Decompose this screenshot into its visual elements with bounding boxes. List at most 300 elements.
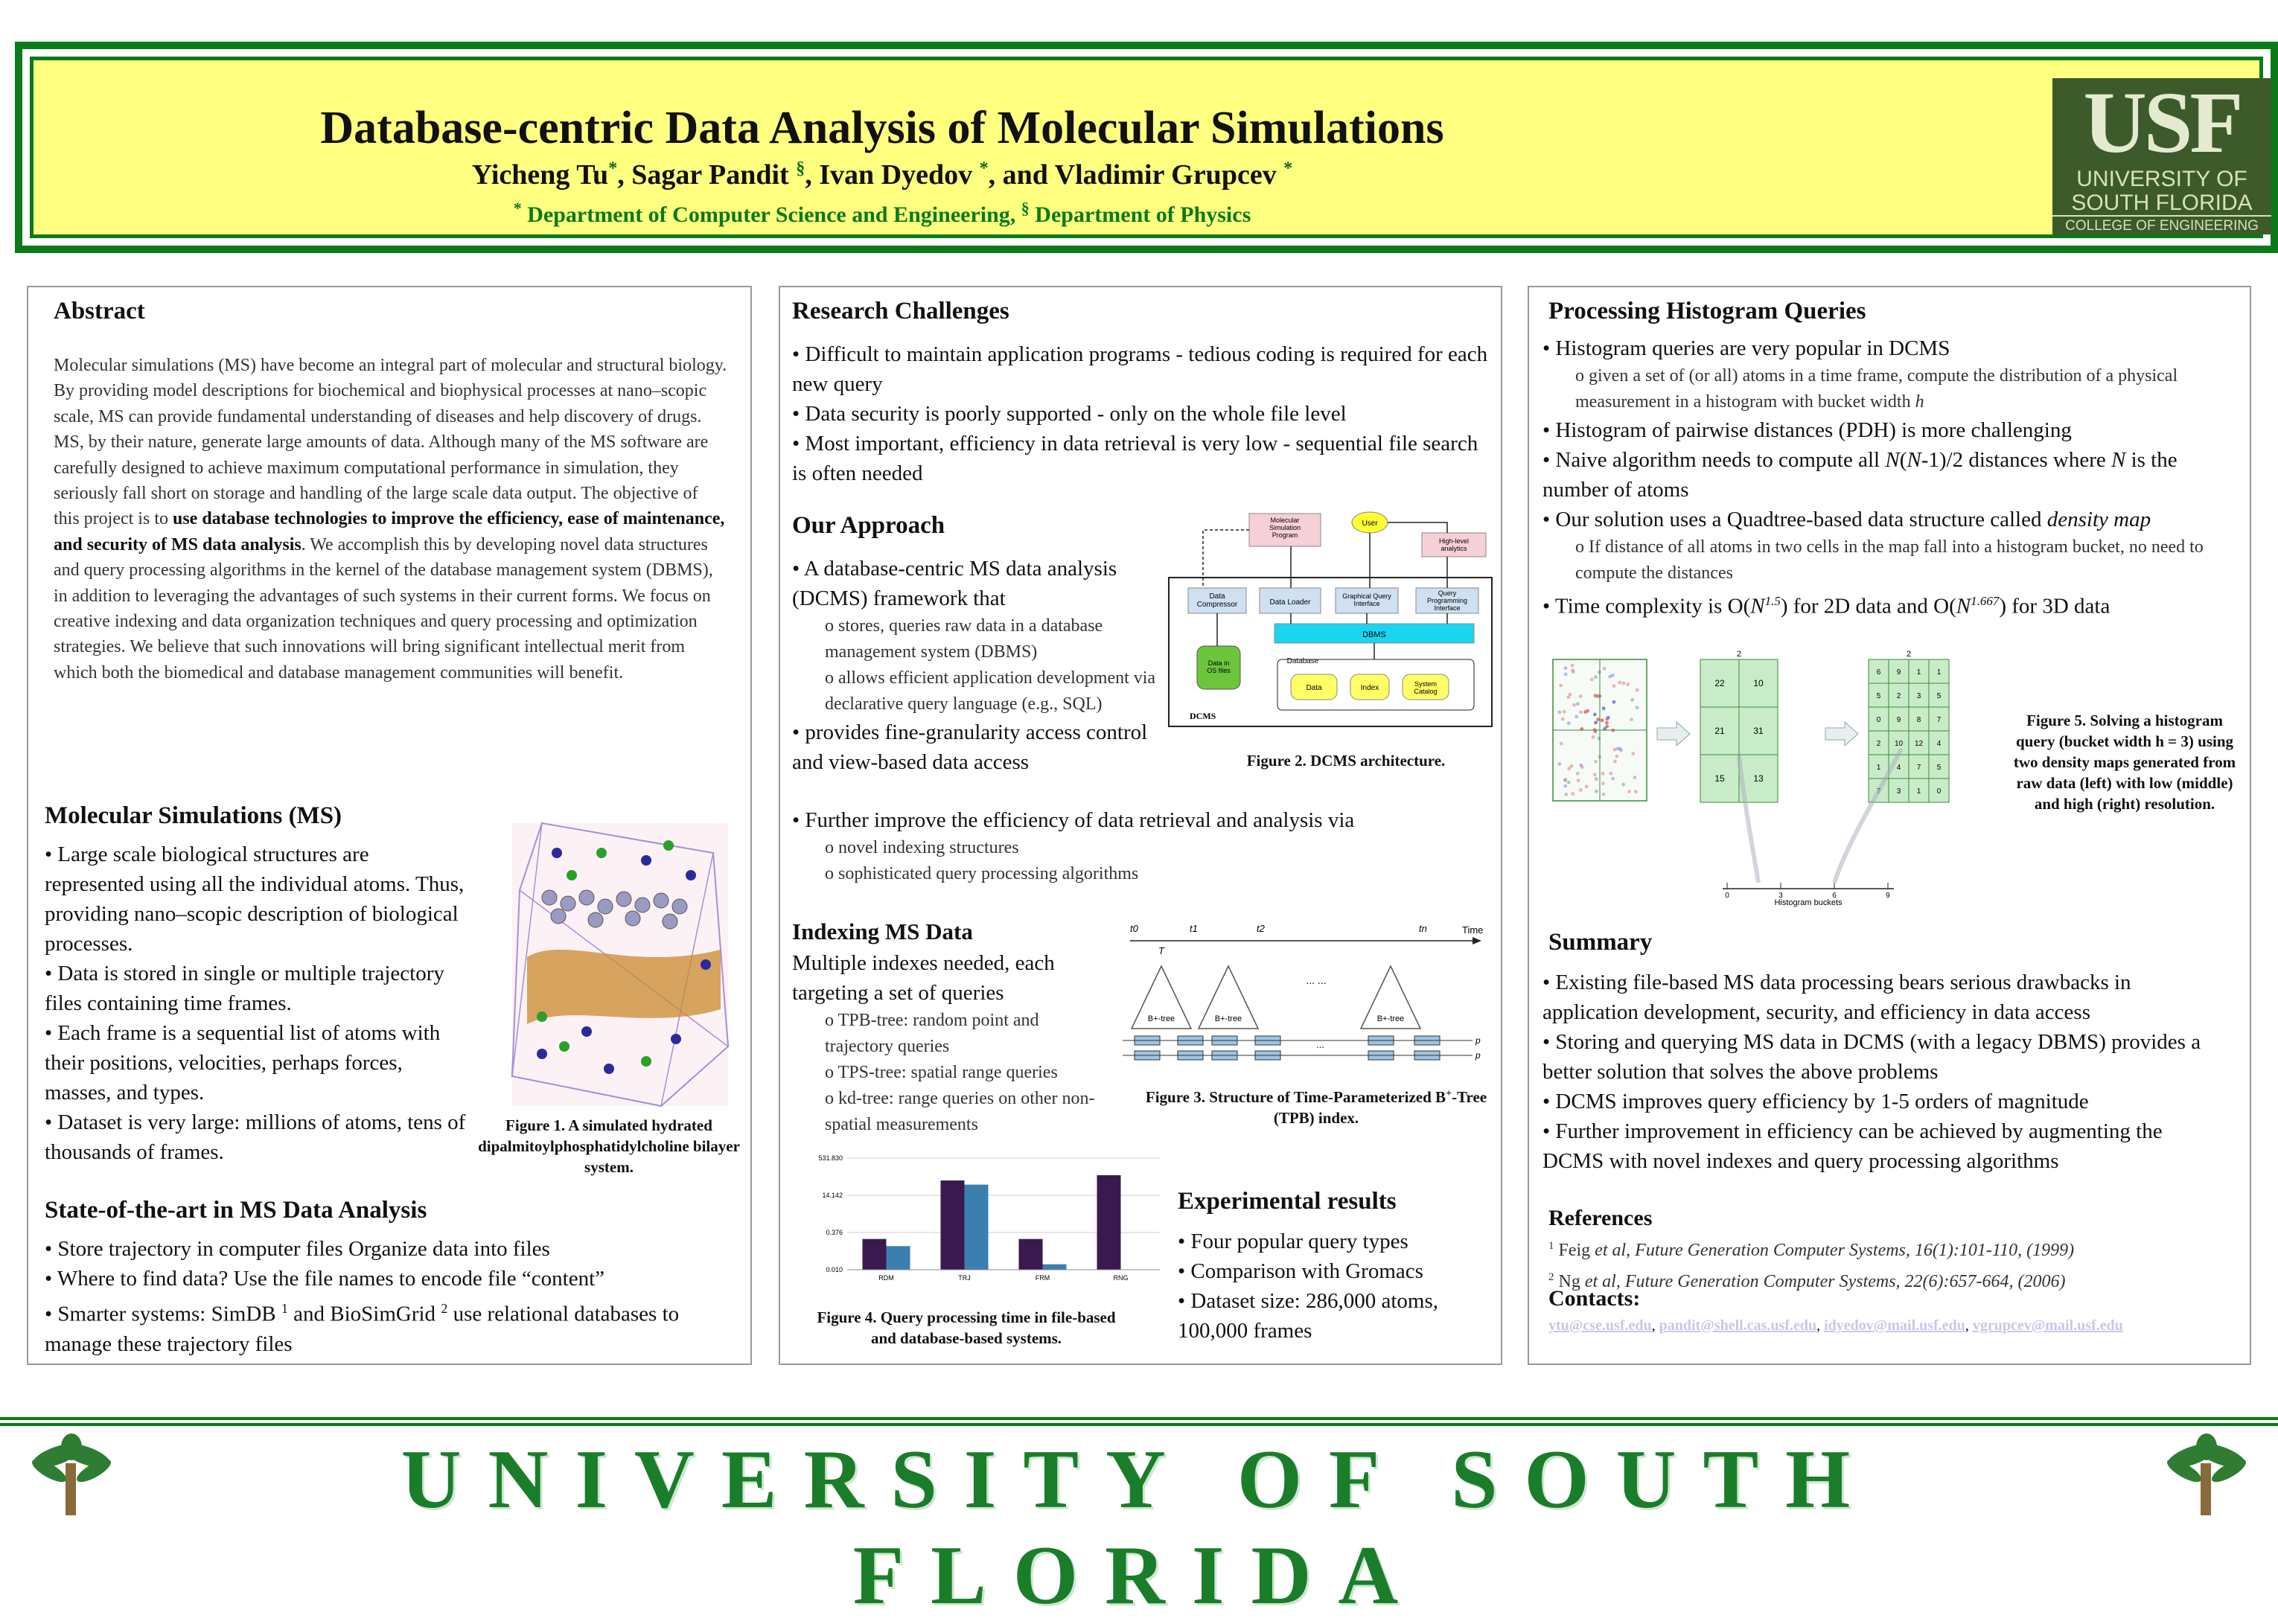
data-point [1567, 721, 1571, 725]
y-tick-label: 0.376 [826, 1229, 843, 1237]
footer-university-name: UNIVERSITY OF SOUTH FLORIDA [401, 1433, 1877, 1622]
data-point [1561, 717, 1565, 721]
figure5-caption: Figure 5. Solving a histogram query (bucket width h = 3) using two density maps generated from raw data (left) with low (middle) and high (right) resolution. [2013, 712, 2236, 813]
density-count: 1 [1936, 668, 1942, 677]
contact-emails [1548, 1317, 2241, 1334]
bar [941, 1180, 965, 1270]
logo-college: COLLEGE OF ENGINEERING [2052, 215, 2271, 234]
data-point [1572, 703, 1576, 707]
contacts-heading: Contacts: [1548, 1286, 1641, 1311]
ref-mark: 2 [441, 1301, 448, 1316]
summary-heading: Summary [1548, 929, 1653, 956]
histogram-bullets [1542, 333, 2242, 621]
data-point [1576, 702, 1580, 706]
caption-sup: + [1446, 1088, 1452, 1099]
data-point [1596, 717, 1600, 721]
sub-bullet-italic: h [1915, 392, 1924, 412]
poster-title: Database-centric Data Analysis of Molecular Simulations [320, 103, 1444, 153]
data-point [1558, 762, 1562, 766]
bullet-part: -1)/2 distances where [1921, 448, 2111, 472]
data-point [1618, 681, 1621, 685]
bullet: • Histogram queries are very popular in DCMS [1542, 336, 1950, 360]
hla-label: High-level analytics [1438, 537, 1470, 552]
histogram-axis-label: Histogram buckets [1774, 898, 1842, 907]
bullet: • Difficult to maintain application programs - tedious coding is required for each new query [792, 342, 1488, 396]
reference-2 [1548, 1264, 2233, 1295]
bullet: • Dataset is very large: millions of atoms, tens of thousands of frames. [45, 1110, 466, 1164]
bar [1097, 1175, 1121, 1270]
bullet: • Store trajectory in computer files Organize data into files [45, 1237, 550, 1261]
sub-bullet: o allows efficient application development via declarative query language (e.g., SQL) [825, 668, 1156, 714]
btree-label: B+-tree [1214, 1014, 1242, 1023]
author-4: , and Vladimir Grupcev [988, 159, 1284, 191]
bar [887, 1246, 910, 1270]
sub-bullet: o TPS-tree: spatial range queries [825, 1063, 1058, 1082]
bullet: • provides fine-granularity access control and view-based data access [792, 720, 1148, 774]
header-inner [30, 57, 2263, 238]
data-point [1595, 790, 1598, 793]
sub-bullet: o If distance of all atoms in two cells in the map fall into a histogram bucket, no need to compute the distances [1575, 537, 2204, 583]
bar [863, 1239, 887, 1270]
bullet: • Large scale biological structures are represented using all the individual atoms. Thus, providing nano–scopic description of biological processes. [45, 843, 465, 956]
exponent: 1.5 [1764, 594, 1781, 608]
density-count: 7 [1936, 716, 1942, 724]
data-point [1602, 793, 1606, 796]
density-count: 10 [1753, 678, 1764, 688]
ref-number: 2 [1548, 1271, 1554, 1283]
separator: , [1816, 1317, 1825, 1334]
data-point [1593, 773, 1597, 776]
dept-physics: Department of Physics [1029, 202, 1251, 227]
indexing-intro: Multiple indexes needed, each targeting a set of queries [792, 951, 1055, 1005]
bullet-italic: N [1956, 594, 1971, 618]
density-count: 22 [1714, 678, 1725, 688]
axis-tick-label: 6 [1832, 892, 1837, 900]
email-link-pandit[interactable]: pandit@shell.cas.usf.edu [1659, 1317, 1817, 1334]
data-point [1560, 742, 1563, 746]
data-label: Data [1306, 684, 1322, 692]
density-count: 13 [1753, 773, 1764, 784]
msp-label: Molecular Simulation Program [1269, 517, 1301, 539]
data-point [1579, 764, 1583, 767]
bullet-italic: N [1907, 448, 1921, 472]
chart-bars [863, 1175, 1121, 1270]
bullet-part: ) for 3D data [1999, 594, 2110, 618]
t1-label: t1 [1190, 923, 1198, 934]
bullet: • DCMS improves query efficiency by 1-5 orders of magnitude [1542, 1090, 2089, 1113]
bullet: • Storing and querying MS data in DCMS (with a legacy DBMS) provides a better solution that solves the above problems [1542, 1030, 2201, 1084]
approach-heading: Our Approach [792, 512, 945, 539]
density-count: 1 [1916, 668, 1921, 677]
density-count: 3 [1896, 787, 1901, 796]
bar [1019, 1239, 1043, 1270]
data-point [1559, 684, 1563, 688]
data-point [1594, 675, 1598, 679]
data-point [1634, 790, 1638, 793]
y-tick-label: 531.830 [818, 1154, 843, 1162]
t2-label: t2 [1257, 923, 1265, 934]
data-point [1611, 777, 1615, 781]
bullet [45, 1294, 737, 1359]
reference-list [1548, 1233, 2233, 1295]
density-count: 1 [1916, 787, 1921, 796]
density-count: 6 [1876, 668, 1881, 677]
density-count: 0 [1876, 716, 1881, 724]
sub-bullet-part: o given a set of (or all) atoms in a time frame, compute the distribution of a physical measurement in a histogram with bucket width [1575, 366, 2178, 412]
data-point [1609, 772, 1612, 776]
dim-label: 2 [1906, 650, 1912, 659]
bullet: • A database-centric MS data analysis (DCMS) framework that [792, 557, 1117, 610]
qpi-label: Query Programming Interface [1426, 589, 1468, 612]
data-point [1585, 784, 1589, 788]
loader-label: Data Loader [1269, 598, 1311, 607]
challenges-bullets [792, 339, 1492, 488]
ref-number: 1 [1548, 1240, 1554, 1252]
density-count: 7 [1916, 764, 1921, 772]
separator: , [1651, 1317, 1659, 1334]
data-point [1630, 698, 1634, 702]
references-heading: References [1548, 1206, 1653, 1230]
btree-label: B+-tree [1376, 1014, 1405, 1023]
data-point [1601, 781, 1605, 785]
data-point [1594, 760, 1598, 764]
sub-bullet: o sophisticated query processing algorithms [825, 864, 1139, 883]
figure1-caption: Figure 1. A simulated hydrated dipalmitoylphosphatidylcholine bilayer system. [478, 1116, 740, 1176]
time-axis-arrow [1473, 937, 1481, 944]
data-point [1579, 710, 1583, 714]
author-2: , Sagar Pandit [617, 159, 797, 191]
bullet-italic: density map [2046, 508, 2151, 531]
bullet-part: • Naive algorithm needs to compute all [1542, 448, 1886, 472]
affil-mark: * [979, 159, 989, 179]
period-label: T [1158, 945, 1164, 956]
data-point [1615, 755, 1618, 758]
density-count: 9 [1896, 668, 1901, 677]
data-point [1564, 673, 1568, 677]
index-label: Index [1360, 684, 1379, 692]
sub-bullet: o TPB-tree: random point and trajectory queries [825, 1011, 1039, 1056]
figure2-caption: Figure 2. DCMS architecture. [1246, 752, 1446, 770]
density-count: 4 [1896, 764, 1901, 772]
data-point [1615, 747, 1619, 750]
header-banner [15, 42, 2278, 253]
data-point [1577, 779, 1580, 782]
data-point [1601, 772, 1605, 776]
x-tick-label: FRM [1035, 1274, 1050, 1282]
data-point [1567, 781, 1571, 784]
bullet [1542, 445, 2242, 505]
chart-x-ticks [847, 1270, 1160, 1282]
data-point [1571, 792, 1574, 796]
data-point [1557, 711, 1561, 715]
ms-heading: Molecular Simulations (MS) [45, 802, 342, 829]
dcms-label: DCMS [1190, 711, 1216, 721]
low-res-density-map [1700, 659, 1778, 802]
indexing-heading: Indexing MS Data [792, 918, 973, 944]
indexing-text [792, 948, 1105, 1138]
x-tick-label: RNG [1113, 1274, 1129, 1282]
data-point [1563, 779, 1567, 782]
affil-mark: § [1021, 199, 1030, 217]
data-point [1607, 716, 1610, 720]
affil-mark: * [608, 159, 618, 179]
experiments-bullets [1178, 1227, 1490, 1346]
x-tick-label: RDM [878, 1274, 894, 1282]
density-count: 15 [1714, 773, 1725, 784]
summary-bullets [1542, 968, 2227, 1176]
abstract-part: Molecular simulations (MS) have become an integral part of molecular and structural biology. By providing model descriptions for biochemical and biophysical processes at nano–scopic scale, MS can provide fundamental understanding of diseases and help discovery of drugs. MS, by their nature, generate large amounts of data. Although many of the MS software are carefully designed to achieve maximum computational performance in simulation, they seriously fall short on storage and handling of the large scale data output. The objective of this project is to [54, 356, 727, 529]
density-count: 8 [1916, 716, 1921, 724]
leaf-blocks [1135, 1036, 1440, 1060]
bullet-italic: N [1750, 594, 1765, 618]
catalog-label: System Catalog [1414, 680, 1438, 695]
data-point [1579, 788, 1583, 792]
dim-label: 2 [1736, 650, 1742, 659]
email-link-dyedov[interactable]: idyedov@mail.usf.edu [1824, 1317, 1965, 1334]
data-point [1579, 694, 1583, 698]
data-point [1576, 772, 1580, 776]
logo-text: UNIVERSITY OF [2076, 167, 2247, 191]
sub-bullet: o novel indexing structures [825, 838, 1019, 857]
bullet: • Histogram of pairwise distances (PDH) is more challenging [1542, 418, 2072, 442]
affiliations [34, 199, 1731, 228]
data-point [1598, 737, 1601, 741]
bullet-part: use relational databases to manage these trajectory files [45, 1302, 680, 1356]
ellipsis: ... ... [1306, 974, 1327, 986]
database-label: Database [1286, 657, 1319, 665]
data-point [1605, 725, 1609, 729]
tn-label: tn [1419, 923, 1427, 934]
figure4-caption: Figure 4. Query processing time in file-based and database-based systems. [817, 1308, 1116, 1347]
abstract-part: . We accomplish this by developing novel data structures and query processing algorithms in the kernel of the database management system (DBMS), in addition to leveraging the advantages of such systems in their current forms. We focus on creative indexing and data organization techniques and query processing and optimization strategies. We believe that such innovations will bring significant intellectual merit from which both the biomedical and database management communities will benefit. [54, 534, 713, 682]
footer-rule [0, 1417, 2278, 1426]
data-point [1598, 671, 1601, 674]
axis-tick-label: 3 [1778, 892, 1783, 900]
bar [965, 1185, 989, 1270]
sub-bullet: o stores, queries raw data in a database management system (DBMS) [825, 616, 1103, 662]
data-point [1608, 675, 1612, 679]
time-label: Time [1462, 924, 1484, 936]
histogram-axis-ticks [1725, 883, 1890, 900]
arrow-icon [1657, 722, 1690, 746]
ref-author: Feig [1554, 1241, 1595, 1260]
data-point [1564, 666, 1568, 670]
abstract-heading: Abstract [54, 298, 145, 325]
approach-bullets-2 [792, 805, 1492, 887]
sub-bullet: o kd-tree: range queries on other non-spatial measurements [825, 1089, 1095, 1134]
btree-label: B+-tree [1147, 1014, 1175, 1023]
density-count: 2 [1876, 740, 1881, 748]
abstract-text [54, 353, 728, 685]
bullet: • Most important, efficiency in data retrieval is very low - sequential file search is often needed [792, 432, 1478, 485]
right-panel [1528, 286, 2251, 1365]
data-point [1612, 700, 1616, 704]
abstract-bold: use database technologies to improve the efficiency, ease of maintenance, and security of MS data analysis [54, 509, 725, 554]
data-point [1590, 678, 1594, 682]
palm-tree-icon [2162, 1433, 2251, 1515]
sub-bullet [1542, 363, 2242, 415]
data-point [1574, 715, 1578, 718]
bullet-italic: N [1885, 448, 1900, 472]
bullet-part: and BioSimGrid [287, 1302, 441, 1326]
bullet-italic: N [2110, 448, 2126, 472]
ref-citation: et al, Future Generation Computer Systems, 22(6):657-664, (2006) [1584, 1272, 2066, 1291]
figure1-molecule-image [497, 808, 743, 1121]
tpb-tree-diagram [1123, 924, 1495, 1066]
data-point [1627, 790, 1631, 793]
logo-letters: USF [2083, 74, 2241, 171]
data-point [1626, 682, 1630, 686]
arrow-icon [1825, 722, 1858, 746]
data-point [1602, 706, 1606, 710]
bullet: • Further improve the efficiency of data retrieval and analysis via [792, 808, 1355, 832]
x-tick-label: TRJ [958, 1274, 971, 1282]
author-3: , Ivan Dyedov [805, 159, 980, 191]
affil-mark: * [1283, 159, 1293, 179]
t0-label: t0 [1130, 923, 1138, 934]
p-label: p [1475, 1050, 1481, 1061]
density-count: 21 [1714, 726, 1725, 736]
middle-panel [779, 286, 1502, 1365]
data-point [1594, 720, 1598, 724]
sota-heading: State-of-the-art in MS Data Analysis [45, 1197, 427, 1224]
palm-tree-icon [27, 1433, 116, 1515]
affil-mark: § [796, 159, 805, 179]
data-point [1633, 776, 1637, 779]
data-point [1612, 684, 1616, 688]
email-link-grupcev[interactable]: vgrupcev@mail.usf.edu [1972, 1317, 2123, 1334]
y-tick-label: 0.010 [826, 1266, 843, 1273]
data-point [1567, 767, 1571, 770]
dept-cs: Department of Computer Science and Engineering, [521, 202, 1021, 227]
density-count: 9 [1896, 716, 1901, 724]
data-point [1569, 693, 1572, 697]
data-point [1563, 784, 1567, 788]
logo-text: SOUTH FLORIDA [2071, 191, 2253, 215]
density-count: 5 [1936, 692, 1942, 700]
data-point [1630, 717, 1633, 721]
query-time-bar-chart [803, 1151, 1175, 1299]
bullet-part: is the number of atoms [1542, 448, 2178, 502]
data-point [1592, 735, 1595, 739]
usf-logo [2052, 74, 2271, 234]
author-1: Yicheng Tu [471, 159, 609, 191]
challenges-heading: Research Challenges [792, 298, 1009, 325]
affil-mark: * [513, 199, 522, 217]
high-res-density-map [1869, 659, 1949, 802]
caption-part: -Tree (TPB) index. [1273, 1088, 1487, 1127]
data-point [1603, 667, 1607, 671]
ref-mark: 1 [281, 1301, 288, 1316]
data-point [1571, 668, 1574, 672]
bullet-part: ) for 2D data and O( [1780, 594, 1956, 618]
bullet: • Data security is poorly supported - only on the whole file level [792, 402, 1347, 426]
bullet: • Data is stored in single or multiple trajectory files containing time frames. [45, 962, 444, 1015]
density-count: 1 [1876, 764, 1881, 772]
data-point [1583, 710, 1587, 714]
ref-author: Ng [1554, 1272, 1585, 1291]
axis-tick-label: 9 [1886, 892, 1890, 900]
data-point [1631, 752, 1635, 755]
left-panel [27, 286, 752, 1365]
bullet [1542, 586, 2242, 621]
density-count: 5 [1876, 692, 1881, 700]
logo-line1 [2052, 167, 2271, 215]
ref-citation: et al, Future Generation Computer Systems, 16(1):101-110, (1999) [1595, 1241, 2075, 1260]
density-count: 0 [1936, 787, 1942, 796]
density-count: 7 [1876, 787, 1881, 796]
figure3-caption [1138, 1084, 1495, 1128]
exponent: 1.667 [1971, 594, 2000, 608]
sota-bullets [45, 1234, 737, 1359]
density-count: 2 [1896, 692, 1901, 700]
bullet: • Each frame is a sequential list of atoms with their positions, velocities, perhaps forces, masses, and types. [45, 1021, 441, 1104]
gqi-label: Graphical Query Interface [1342, 592, 1391, 607]
density-count: 4 [1936, 740, 1942, 748]
data-point [1636, 688, 1639, 692]
caption-part: Figure 3. Structure of Time-Parameterized B [1145, 1088, 1446, 1106]
density-count: 10 [1894, 740, 1904, 748]
bar [1043, 1265, 1067, 1270]
axis-tick-label: 0 [1725, 892, 1729, 900]
bullet: • Existing file-based MS data processing bears serious drawbacks in application development, security, and efficiency in data access [1542, 971, 2131, 1024]
bullet: • Where to find data? Use the file names to encode file “content” [45, 1267, 605, 1291]
y-tick-label: 14.142 [822, 1192, 843, 1200]
bullet: • Four popular query types [1178, 1230, 1408, 1253]
data-point [1601, 718, 1604, 722]
data-point [1595, 694, 1599, 698]
author-list [34, 159, 1731, 191]
density-count: 31 [1753, 726, 1764, 736]
bullet-part: • Our solution uses a Quadtree-based data structure called [1542, 508, 2047, 531]
dcms-architecture-diagram [1167, 511, 1495, 734]
data-point [1636, 706, 1639, 709]
mapping-arrow [1834, 749, 1901, 883]
density-count: 3 [1916, 692, 1921, 700]
bullet-part: • Time complexity is O( [1542, 594, 1751, 618]
osfiles-label: Data in OS files [1207, 659, 1231, 674]
bullet: • Comparison with Gromacs [1178, 1259, 1423, 1283]
bullet: • Further improvement in efficiency can be achieved by augmenting the DCMS with novel indexes and query processing algorithms [1542, 1119, 2163, 1173]
density-count: 12 [1914, 740, 1924, 748]
p-label: p [1475, 1035, 1481, 1046]
dbms-label: DBMS [1362, 630, 1386, 639]
data-point [1571, 664, 1574, 668]
bullet-part: ( [1899, 448, 1907, 472]
bullet: • Dataset size: 286,000 atoms, 100,000 frames [1178, 1289, 1439, 1343]
ellipsis: ... [1316, 1039, 1324, 1050]
reference-1 [1548, 1233, 2233, 1264]
data-point [1593, 713, 1597, 717]
histogram-heading: Processing Histogram Queries [1548, 298, 1866, 325]
data-point [1605, 721, 1609, 725]
density-map-figure [1551, 645, 2013, 905]
bullet [1542, 505, 2242, 534]
experiments-heading: Experimental results [1178, 1188, 1397, 1215]
density-count: 5 [1936, 764, 1942, 772]
data-point [1622, 682, 1626, 685]
email-link-tu[interactable]: ytu@cse.usf.edu [1548, 1317, 1652, 1334]
chart-y-ticks [818, 1154, 843, 1273]
data-point [1595, 777, 1598, 781]
user-label: User [1362, 520, 1378, 528]
data-point [1563, 710, 1566, 714]
data-point [1613, 760, 1617, 764]
data-point [1564, 793, 1568, 796]
bullet-part: • Smarter systems: SimDB [45, 1302, 281, 1326]
approach-bullets [792, 554, 1164, 777]
separator: , [1965, 1317, 1973, 1334]
